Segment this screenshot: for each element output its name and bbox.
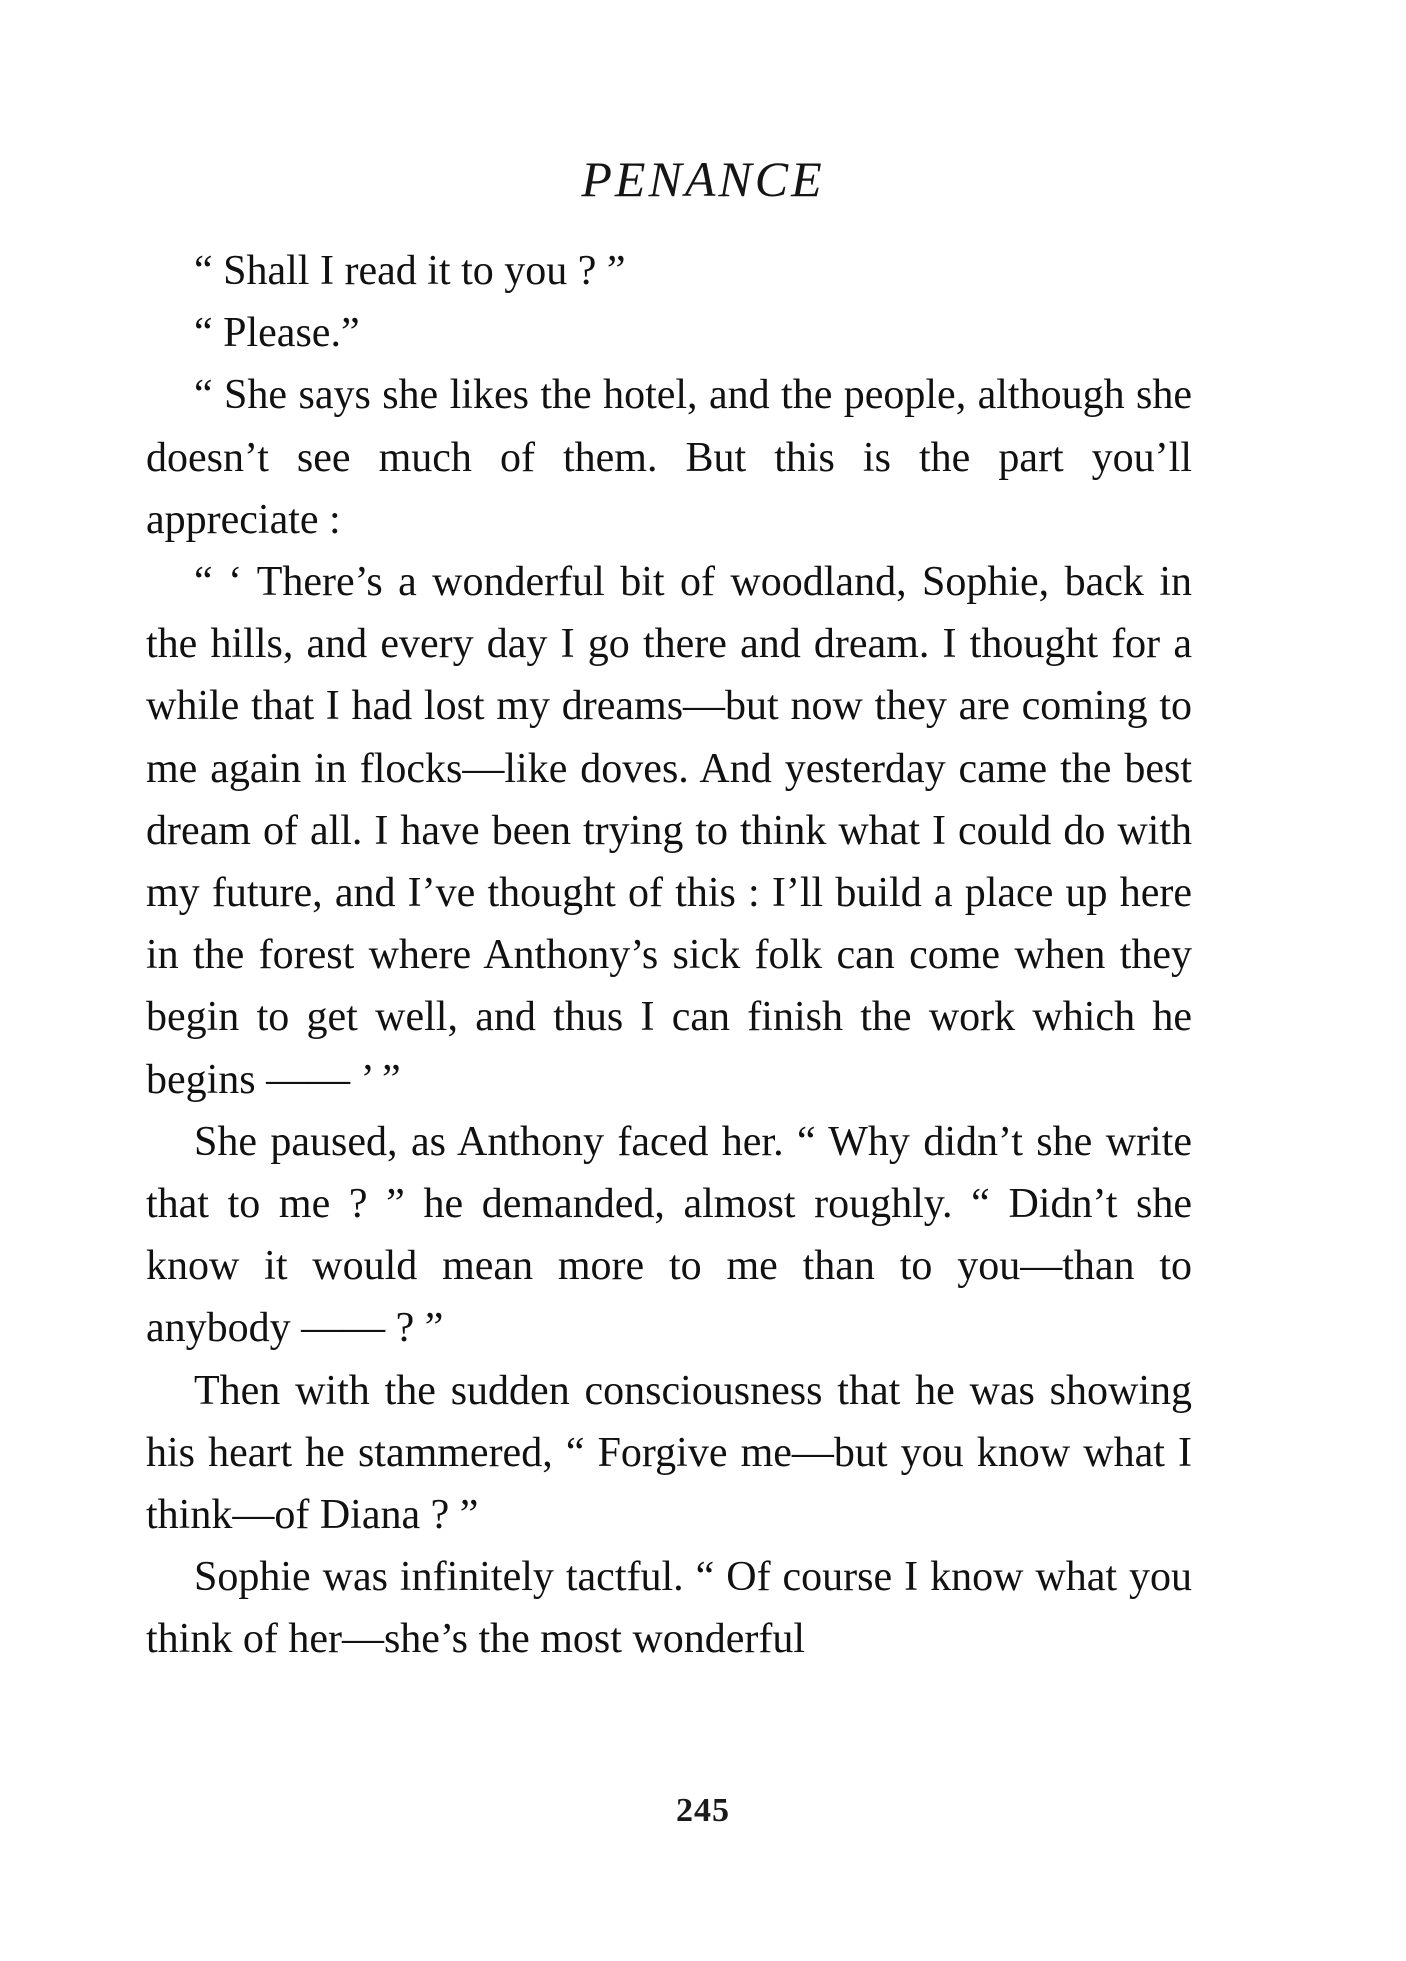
page-number: 245 (676, 1792, 730, 1829)
running-title: PENANCE (581, 151, 825, 207)
paragraph: Sophie was infinitely tactful. “ Of course I know what you think of her—she’s the most wonderful (146, 1554, 1192, 1663)
paragraph: “ She says she likes the hotel, and the people, although she doesn’t see much of them. But this is the part you’ll appreciate : (146, 372, 1192, 543)
paragraph: “ Shall I read it to you ? ” (194, 248, 626, 294)
paragraph: Then with the sudden consciousness that he was showing his heart he stammered, “ Forgive me—but you know what I think—of Diana ? ” (146, 1367, 1192, 1539)
paragraph: “ Please.” (194, 310, 360, 357)
paragraph: “ ‘ There’s a wonderful bit of woodland, Sophie, back in the hills, and every day I go there and dream. I thought for a while that I had lost my dreams—but now they are coming to me again in flocks—like doves. And yesterday came the best dream of all. I have been trying to think what I could do with my future, and I’ve thought of this : I’ll build a place up here in the forest where Anthony’s sick folk can come when they begin to get well, and thus I can finish the work which he begins —— ’ ” (146, 559, 1192, 1103)
body-text (146, 240, 1192, 1671)
paragraph: She paused, as Anthony faced her. “ Why didn’t she write that to me ? ” he demanded, almost roughly. “ Didn’t she know it would mean more to me than to you—than to anybody —— ? ” (146, 1118, 1192, 1352)
